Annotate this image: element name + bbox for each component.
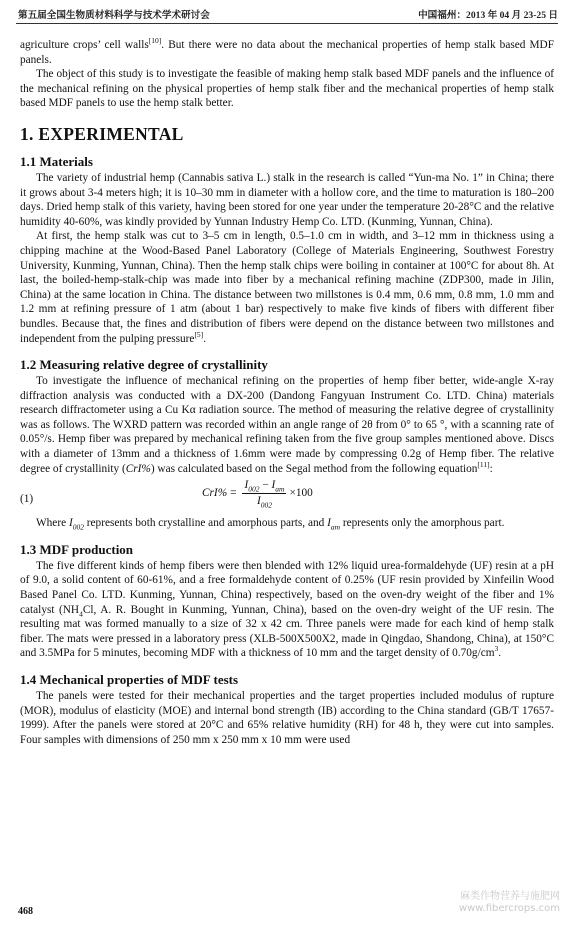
equation-where-clause: Where $I_{002}$ represents both crystalline and amorphous parts, and $I_{am}$ represents only the amorphous part. [36,517,505,532]
equation-number: (1) [20,493,34,506]
equation-denominator: $I_{002}$ [256,495,272,510]
header-date-location: 中国福州：2013 年 04 月 23-25 日 [418,10,558,21]
watermark: 麻类作物营养与施肥网 www.fibercrops.com [458,891,560,914]
subsection-heading-crystallinity: 1.2 Measuring relative degree of crystallinity [20,357,268,373]
intro-paragraph-1: agriculture crops’ cell walls[10]. But there were no data about the mechanical properties of hemp stalk based MDF panels. [20,36,554,66]
page-body [20,38,554,747]
section-heading-experimental: 1. EXPERIMENTAL [20,123,184,144]
equation-fraction [242,478,286,509]
crystallinity-paragraph: To investigate the influence of mechanical refining on the properties of hemp fiber better, wide-angle X-ray diffraction analysis was conducted with a DX-200 (Dandong Fangyuan Instrument Co. LTD. China) materials research diffractometer using a Cu Kα radiation source. The method of measuring the relative degree of crystallinity was as follows. The WXRD pattern was recorded within an angle range of 2θ from 0° to 65 °, with a scanning rate of 0.05°/s. Hemp fiber was prepared by mechanical refining taken from the five group samples mentioned above. Discs with a diameter of 13mm and a thickness of 1.6mm were made by compressing 0.2g of Hemp fiber. The relative degree of crystallinity (CrI%) was calculated based on the Segal method from the following equation[11]: [20,375,554,475]
citation-ref: [5] [194,329,204,339]
equation-multiplier: ×100 [289,487,313,500]
equation-block [20,478,554,512]
segal-equation: CrI% = $\frac{I_{002} - I_{am}}{I_{002}}$ ×100 [202,479,313,510]
page-number: 468 [18,906,33,917]
crystallinity-symbol: CrI% [125,462,151,475]
mechanical-tests-paragraph: The panels were tested for their mechanical properties and the target properties included modulus of rupture (MOR), modulus of elasticity (MOE) and internal bond strength (IB) according to the China standard (GB/T 17657-1999). After the panels were stored at 20°C and 65% relative humidity (RH) for 48 h, they were cut into samples. Four samples with dimensions of 250 mm x 250 mm x 10 mm were used [20,690,554,746]
intro-paragraph-2: The object of this study is to investigate the feasible of making hemp stalk based MDF panels and the influence of the mechanical refining on the physical properties of hemp stalk fiber and the mechanical properties of hemp stalk based MDF panels to use the hemp stalk better. [20,68,554,110]
citation-ref: [11] [477,459,490,469]
equation-numerator: $I_{002} - I_{am}$ [244,479,285,494]
subsection-heading-mechanical-tests: 1.4 Mechanical properties of MDF tests [20,672,239,687]
mdf-production-paragraph: The five different kinds of hemp fibers were then blended with 12% liquid urea-formaldehyde (UF) resin at a pH of 9.0, a solid content of 60-61%, and a free formaldehyde content of 0.25% (UF resin provided by Xinfeilin Wood Based Panel Co. LTD. Kunming, Yunnan, China) respectively, based on the oven-dry weight of the fiber and 1% catalyst ($NH_4Cl$, A. R. Bought in Kunming, Yunnan, China), based on the oven-dry weight of the UF resin. The resulting mat was formed manually to a size of 32 x 42 cm. Three panels were made for each kind of hemp stalk fiber. The mats were pressed in a laboratory press (XLB-500X500X2, made in Qingdao, Shandong, China), at 150°C and 3.5MPa for 5 minutes, becoming MDF with a thickness of 10 mm and the target density of $0.70g/cm^3$. [20,559,555,660]
header-rule [16,23,558,24]
running-header [18,7,558,21]
equation-lhs: CrI% [202,487,228,500]
header-conference-title: 第五届全国生物质材料科学与技术学术研讨会 [18,10,210,21]
subsection-heading-materials: 1.1 Materials [20,153,93,169]
materials-paragraph-2: At first, the hemp stalk was cut to 3–5 cm in length, 0.5–1.0 cm in width, and 3–12 mm in thickness using a chipping machine at the Wood-Based Panel Laboratory (College of Materials Engineering, Southwest Forestry University, Kunming, Yunnan, China). Then the hemp stalk chips were boiling in container at 100°C for about 8h. At last, the boiled-hemp-stalk-chip was made into fiber by a mechanical refining machine (ZDP300, made in Jilin, China) at the same location in China. The distance between two millstones is 0.4 mm, 0.6 mm, 0.8 mm, 1.0 mm and 1.2 mm at refining pressure of 1 atm (about 1 bar) respectively to make five kinds of fibers with different fiber bundles. Because that, the fines and distribution of fibers were depend on the distance between two millstones and independent from the pulping pressure[5]. [20,230,554,345]
subsection-heading-mdf-production: 1.3 MDF production [20,541,134,557]
citation-ref: [10] [148,36,162,46]
materials-paragraph-1: The variety of industrial hemp (Cannabis sativa L.) stalk in the research is called “Yun-ma No. 1” in China; there it grows about 3-4 meters high; it is 10–30 mm in diameter with a hollow core, and the time to maturation is 180–200 days. Dried hemp stalk of this variety, having been stored for one year under the temperature 20-28°C and the relative humidity 40-60%, was kindly provided by Yunnan Industry Hemp Co. LTD. (Kunming, Yunnan, China). [20,171,554,228]
